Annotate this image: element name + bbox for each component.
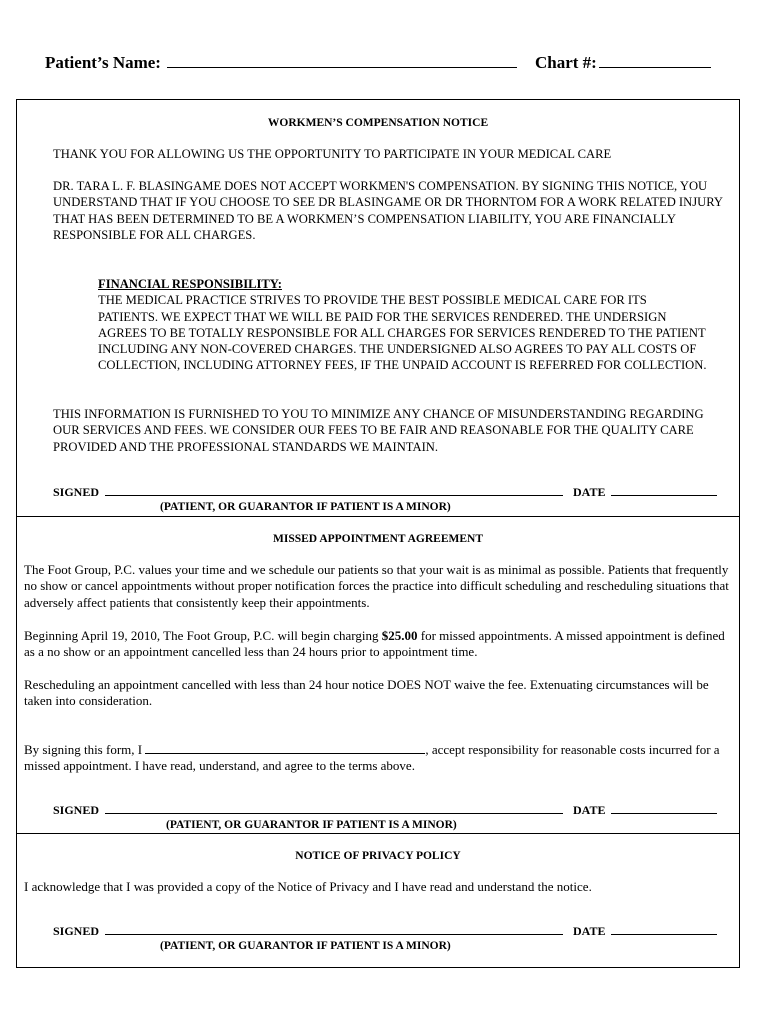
fee-text-after: for missed appointments. A missed appointment is defined as a no show or an appointment cancelled less than 24 hours prior to appointment time. [24,628,725,660]
acceptance-name-field[interactable] [145,743,425,754]
missed-paragraph-1: The Foot Group, P.C. values your time and we schedule our patients so that your wait is as minimal as possible. Patients that frequently no show or cancel appointments without proper notification forces the practice into difficult scheduling and rescheduling situations that adversely affect patients that consistently keep their appointments. [24,562,729,610]
privacy-title: NOTICE OF PRIVACY POLICY [295,850,461,862]
missed-paragraph-3: Rescheduling an appointment cancelled with less than 24 hour notice DOES NOT waive the fee. Extenuating circumstances will be taken into consideration. [24,677,709,709]
patient-name-field[interactable] [167,53,517,68]
date-label: DATE [573,924,606,938]
date-label: DATE [573,803,606,817]
thank-you-paragraph: THANK YOU FOR ALLOWING US THE OPPORTUNITY TO PARTICIPATE IN YOUR MEDICAL CARE [53,147,612,161]
date-field-privacy[interactable] [611,924,717,935]
missed-paragraph-4 [24,742,739,775]
signed-label: SIGNED [53,485,100,499]
signed-label: SIGNED [53,803,100,817]
patient-header [45,53,735,73]
signature-row-privacy [53,924,717,939]
privacy-section [17,833,739,967]
guarantor-note: (PATIENT, OR GUARANTOR IF PATIENT IS A MINOR) [160,940,451,952]
form-frame [16,99,740,968]
acceptance-text-after: , accept responsibility for reasonable costs incurred for a missed appointment. I have read, understand, and agree to the terms above. [24,742,720,774]
financial-responsibility-heading: FINANCIAL RESPONSIBILITY: [98,277,282,291]
signature-field-missed[interactable] [105,803,563,814]
chart-number-field[interactable] [599,53,711,68]
privacy-paragraph: I acknowledge that I was provided a copy of the Notice of Privacy and I have read and understand the notice. [24,879,592,894]
patient-name-label: Patient’s Name: [45,53,161,72]
workmens-comp-section [17,100,739,516]
fee-text-before: Beginning April 19, 2010, The Foot Group, P.C. will begin charging [24,628,382,643]
signature-row-workmens [53,485,717,500]
date-field-missed[interactable] [611,803,717,814]
workmens-comp-paragraph: DR. TARA L. F. BLASINGAME DOES NOT ACCEPT WORKMEN'S COMPENSATION. BY SIGNING THIS NOTICE, YOU UNDERSTAND THAT IF YOU CHOOSE TO SEE DR BLASINGAME OR DR THORNTOM FOR A WORK RELATED INJURY THAT HAS BEEN DETERMINED TO BE A WORKMEN’S COMPENSATION LIABILITY, YOU ARE FINANCIALLY RESPONSIBLE FOR ALL CHARGES. [53,179,723,242]
signature-field-workmens[interactable] [105,485,563,496]
guarantor-note: (PATIENT, OR GUARANTOR IF PATIENT IS A MINOR) [166,819,457,831]
missed-fee-amount: $25.00 [381,628,418,643]
workmens-comp-title: WORKMEN’S COMPENSATION NOTICE [267,117,489,129]
chart-number-label: Chart #: [534,53,597,72]
signature-field-privacy[interactable] [105,924,563,935]
signature-row-missed [53,803,717,818]
guarantor-note: (PATIENT, OR GUARANTOR IF PATIENT IS A MINOR) [160,501,451,513]
date-field-workmens[interactable] [611,485,717,496]
financial-responsibility-body: THE MEDICAL PRACTICE STRIVES TO PROVIDE THE BEST POSSIBLE MEDICAL CARE FOR ITS PATIENTS. WE EXPECT THAT WE WILL BE PAID FOR THE SERVICES RENDERED. THE UNDERSIGN AGREES TO BE TOTALLY RESPONSIBLE FOR ALL CHARGES FOR SERVICES RENDERED TO THE PATIENT INCLUDING ANY NON-COVERED CHARGES. THE UNDERSIGNED ALSO AGREES TO PAY ALL COSTS OF COLLECTION, INCLUDING ATTORNEY FEES, IF THE UNPAID ACCOUNT IS REFERRED FOR COLLECTION. [98,293,707,373]
date-label: DATE [573,485,606,499]
missed-paragraph-2 [24,628,736,661]
missed-appointment-section [17,516,739,833]
financial-responsibility-block [98,276,708,374]
signed-label: SIGNED [53,924,100,938]
missed-appointment-title: MISSED APPOINTMENT AGREEMENT [272,533,483,545]
acceptance-text-before: By signing this form, I [24,742,146,757]
information-paragraph: THIS INFORMATION IS FURNISHED TO YOU TO MINIMIZE ANY CHANCE OF MISUNDERSTANDING REGARDING OUR SERVICES AND FEES. WE CONSIDER OUR FEES TO BE FAIR AND REASONABLE FOR THE QUALITY CARE PROVIDED AND THE PROFESSIONAL STANDARDS WE MAINTAIN. [53,407,704,454]
